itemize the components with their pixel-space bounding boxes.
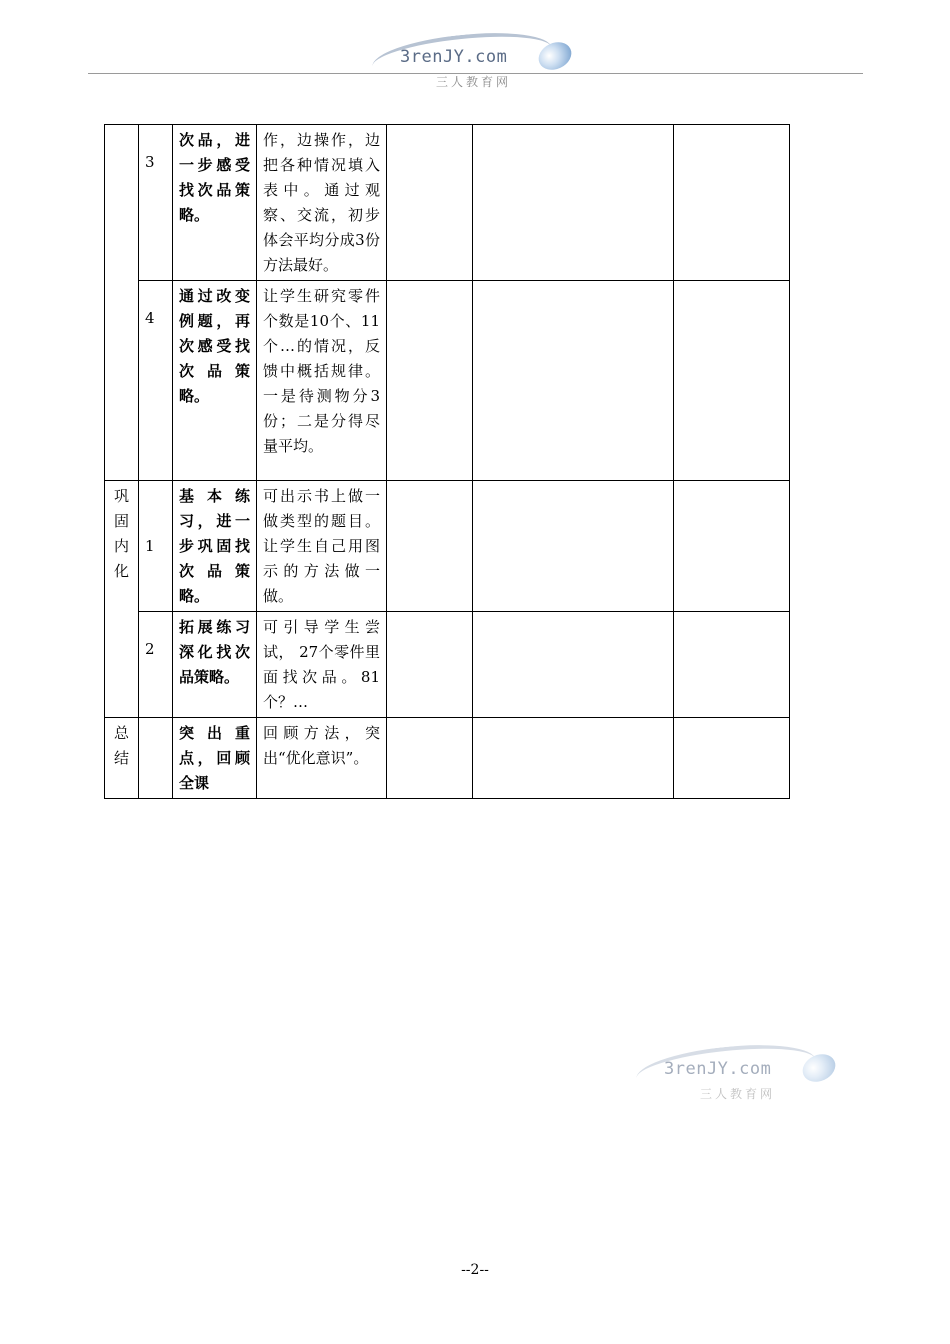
empty-cell xyxy=(387,481,473,612)
empty-cell xyxy=(674,481,790,612)
empty-cell xyxy=(674,281,790,481)
empty-cell xyxy=(674,718,790,799)
logo-text: 3renJY.com xyxy=(400,47,508,67)
page-number: --2-- xyxy=(461,1262,489,1278)
section-cell xyxy=(105,718,139,799)
section-cell xyxy=(105,481,139,718)
goal-cell: 拓展练习深化找次品策略。 xyxy=(173,612,257,718)
description-cell: 回顾方法，突出“优化意识”。 xyxy=(257,718,387,799)
empty-cell xyxy=(674,612,790,718)
empty-cell xyxy=(473,281,674,481)
empty-cell xyxy=(387,125,473,281)
table-row xyxy=(105,481,790,612)
step-number xyxy=(139,718,173,799)
step-number: 3 xyxy=(139,125,173,281)
goal-cell: 突出重点，回顾全课 xyxy=(173,718,257,799)
lesson-plan-table xyxy=(104,124,790,799)
section-label: 总结 xyxy=(113,724,129,767)
step-number: 4 xyxy=(139,281,173,481)
description-cell: 可出示书上做一做类型的题目。让学生自己用图示的方法做一做。 xyxy=(257,481,387,612)
section-label: 巩固内化 xyxy=(113,487,129,580)
empty-cell xyxy=(387,281,473,481)
section-cell xyxy=(105,125,139,481)
table-row xyxy=(105,281,790,481)
table-row xyxy=(105,612,790,718)
description-cell: 让学生研究零件个数是10个、11个…的情况，反馈中概括规律。一是待测物分3份；二是分得尽量平均。 xyxy=(257,281,387,481)
goal-cell: 通过改变例题，再次感受找次品策略。 xyxy=(173,281,257,481)
goal-cell: 次品，进一步感受找次品策略。 xyxy=(173,125,257,281)
empty-cell xyxy=(473,125,674,281)
description-cell: 作，边操作，边把各种情况填入表中。通过观察、交流，初步体会平均分成3份方法最好。 xyxy=(257,125,387,281)
logo-subtitle: 三人教育网 xyxy=(436,75,512,89)
watermark-logo xyxy=(634,1045,844,1107)
empty-cell xyxy=(473,481,674,612)
table-row xyxy=(105,125,790,281)
site-logo xyxy=(370,33,580,95)
description-cell: 可引导学生尝试， 27个零件里面找次品。81个？… xyxy=(257,612,387,718)
empty-cell xyxy=(387,718,473,799)
step-number: 2 xyxy=(139,612,173,718)
logo-subtitle: 三人教育网 xyxy=(700,1087,776,1101)
empty-cell xyxy=(473,612,674,718)
goal-cell: 基本练习，进一步巩固找次品策略。 xyxy=(173,481,257,612)
table-row xyxy=(105,718,790,799)
empty-cell xyxy=(473,718,674,799)
step-number: 1 xyxy=(139,481,173,612)
empty-cell xyxy=(387,612,473,718)
logo-text: 3renJY.com xyxy=(664,1059,772,1079)
empty-cell xyxy=(674,125,790,281)
